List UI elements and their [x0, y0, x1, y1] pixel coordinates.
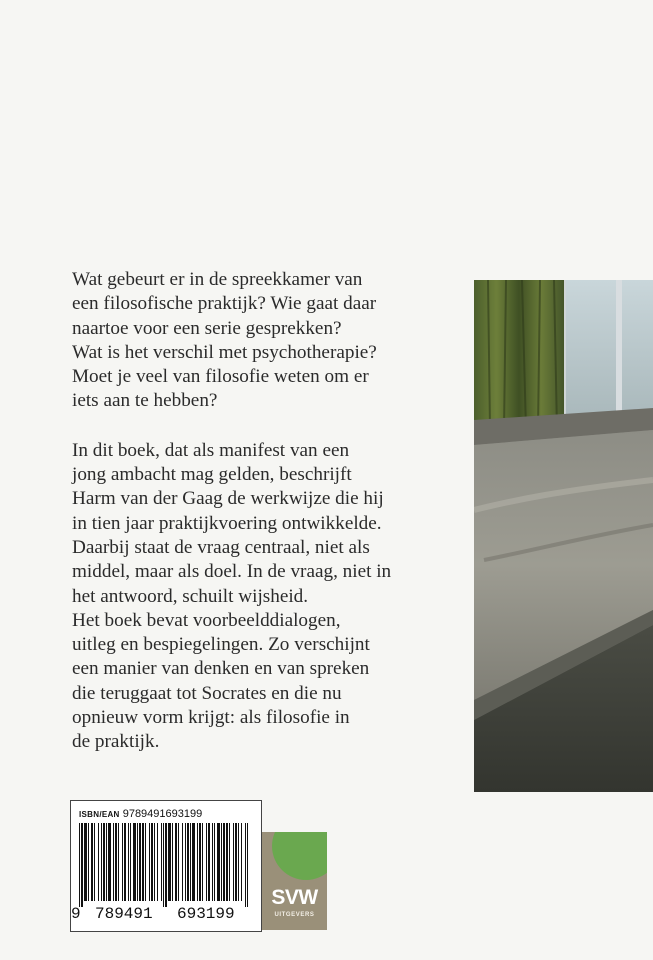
barcode-label — [70, 800, 262, 932]
barcode-bar — [88, 823, 89, 901]
barcode-bar — [245, 823, 246, 907]
barcode-bar — [151, 823, 153, 901]
barcode-bar — [79, 823, 80, 907]
barcode-bar — [217, 823, 220, 901]
blurb-line: die teruggaat tot Socrates en die nu — [72, 682, 342, 704]
barcode-bar — [247, 823, 248, 907]
barcode-bar — [101, 823, 102, 901]
blurb-line: naartoe voor een serie gesprekken? — [72, 317, 342, 339]
barcode-bar — [212, 823, 213, 901]
blurb-line: het antwoord, schuilt wijsheid. — [72, 585, 309, 607]
isbn-label — [79, 808, 202, 820]
barcode-bar — [145, 823, 146, 901]
barcode-bar — [157, 823, 158, 901]
barcode-bar — [161, 823, 162, 901]
barcode-bar — [221, 823, 222, 901]
blurb-line: In dit boek, dat als manifest van een — [72, 439, 350, 461]
barcode-bar — [94, 823, 95, 901]
barcode-bar — [133, 823, 136, 901]
barcode-bar — [178, 823, 179, 901]
barcode-bar — [168, 823, 171, 901]
window-sill-painting — [474, 280, 653, 792]
blurb-line: een manier van denken en van spreken — [72, 658, 370, 680]
barcode-bar — [197, 823, 198, 901]
publisher-logo — [262, 832, 327, 930]
barcode-bar — [185, 823, 186, 901]
barcode-bar — [172, 823, 173, 901]
blurb-paragraph-2 — [72, 439, 462, 755]
barcode-bar — [163, 823, 164, 907]
barcode-digit-group-1: 789491 — [95, 905, 153, 923]
barcode-bar — [139, 823, 141, 901]
barcode-bar — [241, 823, 242, 901]
barcode-bar — [187, 823, 189, 901]
barcode-bar — [118, 823, 119, 901]
blurb-line: middel, maar als doel. In de vraag, niet in — [72, 561, 392, 583]
blurb-line: iets aan te hebben? — [72, 390, 218, 412]
barcode-bar — [149, 823, 150, 901]
blurb-line: Het boek bevat voorbeelddialogen, — [72, 609, 341, 631]
blurb-text — [72, 268, 462, 780]
barcode-bar — [202, 823, 203, 901]
barcode-bar — [128, 823, 129, 901]
barcode-bars — [77, 823, 255, 907]
barcode-bar — [113, 823, 114, 901]
barcode-bar — [124, 823, 126, 901]
blurb-line: een filosofische praktijk? Wie gaat daar — [72, 293, 377, 315]
barcode-bar — [214, 823, 215, 901]
barcode-bar — [233, 823, 234, 901]
blurb-line: de praktijk. — [72, 731, 160, 753]
barcode-bar — [226, 823, 228, 901]
logo-green-circle — [272, 832, 327, 880]
barcode-bar — [103, 823, 105, 901]
blurb-line: opnieuw vorm krijgt: als filosofie in — [72, 707, 350, 729]
barcode-bar — [190, 823, 191, 901]
barcode-bar — [175, 823, 177, 901]
barcode-bar — [238, 823, 239, 901]
blurb-paragraph-1 — [72, 268, 462, 414]
blurb-line: in tien jaar praktijkvoering ontwikkelde. — [72, 512, 382, 534]
barcode-bar — [81, 823, 83, 907]
barcode-bar — [182, 823, 183, 901]
barcode-digit-group-2: 693199 — [177, 905, 235, 923]
barcode-bar — [98, 823, 99, 901]
blurb-line: jong ambacht mag gelden, beschrijft — [72, 464, 352, 486]
painting-illustration — [474, 280, 653, 792]
barcode-bar — [199, 823, 201, 901]
blurb-line: Wat is het verschil met psychotherapie? — [72, 341, 377, 363]
barcode-bar — [154, 823, 155, 901]
blurb-line: Moet je veel van filosofie weten om er — [72, 366, 369, 388]
publisher-subtitle: UITGEVERS — [274, 912, 315, 918]
barcode-bar — [206, 823, 207, 901]
barcode-bar — [223, 823, 225, 901]
barcode-bar — [130, 823, 131, 901]
barcode-bar — [108, 823, 111, 901]
blurb-line: uitleg en bespiegelingen. Zo verschijnt — [72, 634, 370, 656]
barcode-bar — [229, 823, 230, 901]
barcode-bar — [165, 823, 167, 907]
barcode-bar — [91, 823, 93, 901]
isbn-prefix: ISBN/EAN — [79, 810, 120, 819]
barcode-bar — [84, 823, 87, 901]
blurb-line: Harm van der Gaag de werkwijze die hij — [72, 488, 384, 510]
barcode-bar — [192, 823, 195, 901]
blurb-line: Wat gebeurt er in de spreekkamer van — [72, 269, 363, 290]
barcode-bar — [106, 823, 107, 901]
barcode-bar — [208, 823, 210, 901]
barcode-bar — [235, 823, 237, 901]
barcode-bar — [122, 823, 123, 901]
blurb-line: Daarbij staat de vraag centraal, niet als — [72, 536, 370, 558]
barcode-bar — [137, 823, 138, 901]
barcode-bar — [142, 823, 144, 901]
publisher-name: SVW — [271, 886, 318, 909]
barcode-digit-first: 9 — [71, 905, 81, 923]
isbn-number: 9789491693199 — [122, 808, 203, 820]
barcode-bar — [115, 823, 117, 901]
